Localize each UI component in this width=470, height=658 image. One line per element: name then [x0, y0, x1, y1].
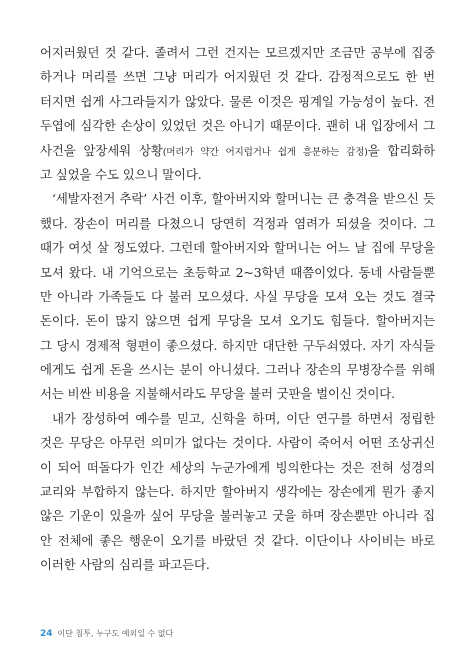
text-line-with-annotation: [40, 139, 435, 163]
paragraph-3: [40, 407, 435, 578]
body-text: [40, 41, 435, 578]
text-line: 서는 비싼 비용을 지불해서라도 무당을 불러 굿판을 벌이신 것이다.: [40, 386, 396, 402]
text-line: 에게도 쉽게 돈을 쓰시는 분이 아니셨다. 그러나 장손의 무병장수를 위해: [40, 362, 435, 378]
text-line: 했다. 장손이 머리를 다쳤으니 당연히 걱정과 염려가 되셨을 것이다. 그: [40, 215, 435, 231]
paragraph-2: [40, 187, 435, 407]
text-line: 않은 기운이 있을까 싶어 무당을 불러놓고 굿을 하며 장손뿐만 아니라 집: [40, 508, 435, 524]
text-line: 하거나 머리를 쓰면 그냥 머리가 어지웠던 것 같다. 감정적으로도 한 번: [40, 69, 435, 85]
text-line: 이러한 사람의 심리를 파고든다.: [40, 557, 210, 573]
text-line: 이 되어 떠돌다가 인간 세상의 누군가에게 빙의한다는 것은 전혀 성경의: [40, 459, 435, 475]
page-footer: [40, 628, 173, 639]
parenthetical-note: (머리가 약간 어지럽거나 쉽게 흥분하는 감정): [162, 146, 368, 158]
text-line: 내가 장성하여 예수를 믿고, 신학을 하며, 이단 연구를 하면서 정립한: [52, 410, 435, 426]
text-line: 고 싶었을 수도 있으니 말이다.: [40, 166, 202, 182]
page-number: 24: [40, 629, 53, 639]
text-segment: 을 합리화하: [367, 142, 435, 158]
text-line: 교리와 부합하지 않는다. 하지만 할아버지 생각에는 장손에게 뭔가 좋지: [40, 484, 435, 500]
paragraph-1: [40, 41, 435, 187]
text-line: 돈이다. 돈이 많지 않으면 쉽게 무당을 모셔 오기도 힘들다. 할아버지는: [40, 313, 435, 329]
text-line: 만 아니라 가족들도 다 불러 모으셨다. 사실 무당을 모셔 오는 것도 결국: [40, 288, 435, 304]
text-line: ‘세발자전거 추락’ 사건 이후, 할아버지와 할머니는 큰 충격을 받으신 듯: [52, 191, 435, 207]
text-line: 모셔 왔다. 내 기억으로는 초등학교 2~3학년 때쯤이었다. 동네 사람들뿐: [40, 264, 435, 280]
text-line: 때가 여섯 살 정도였다. 그런데 할아버지와 할머니는 어느 날 집에 무당을: [40, 240, 435, 256]
text-line: 안 전체에 좋은 행운이 오기를 바랐던 것 같다. 이단이나 사이비는 바로: [40, 532, 435, 548]
text-line: 터지면 쉽게 사그라들지가 않았다. 물론 이것은 핑계일 가능성이 높다. 전: [40, 93, 435, 109]
text-line: 두엽에 심각한 손상이 있었던 것은 아니기 때문이다. 괜히 내 입장에서 그: [40, 118, 435, 134]
text-line: 것은 무당은 아무런 의미가 없다는 것이다. 사람이 죽어서 어떤 조상귀신: [40, 435, 435, 451]
text-line: 그 당시 경제적 형편이 좋으셨다. 하지만 대단한 구두쇠였다. 자기 자식들: [40, 337, 435, 353]
running-title: 이단 침투, 누구도 예외일 수 없다: [57, 629, 174, 638]
text-segment: 사건을 앞장세워 상황: [40, 142, 163, 158]
text-line: 어지러웠던 것 같다. 졸려서 그런 건지는 모르겠지만 조금만 공부에 집중: [40, 45, 435, 60]
